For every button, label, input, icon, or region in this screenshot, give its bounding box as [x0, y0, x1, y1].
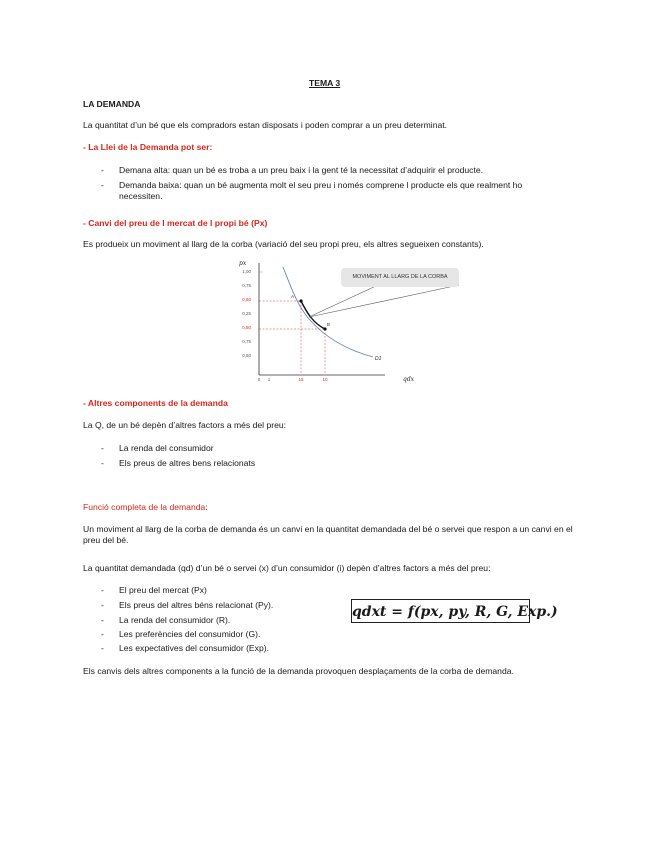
bullet-dash: - — [101, 165, 104, 175]
bullet-dash: - — [101, 643, 104, 653]
point-label-b: B — [327, 322, 331, 327]
law-item: Demana alta: quan un bé es troba a un preu baix i la gent té la necessitat d’adquirir el producte. — [119, 165, 484, 175]
bullet-dash: - — [101, 458, 104, 468]
y-tick-label: 0,75 — [242, 339, 251, 344]
figure-callout: MOVIMENT AL LLARG DE LA CORBA — [341, 268, 459, 287]
intro-text: La quantitat d’un bé que els compradors estan disposats i poden comprar a un preu determinat. — [83, 120, 448, 130]
others-item: La renda del consumidor — [119, 443, 214, 453]
full-function-paragraph-2: La quantitat demandada (qd) d’un bé o servei (x) d’un consumidor (i) depèn d’altres factors a més del preu: — [83, 563, 491, 573]
law-item: Demanda baixa: quan un bé augmenta molt el seu preu i només comprene l producte els que realment ho necessiten. — [119, 180, 523, 201]
full-function-heading: Funció completa de la demanda — [83, 502, 206, 512]
section-heading: LA DEMANDA — [83, 99, 141, 109]
bullet-dash: - — [101, 443, 104, 453]
full-function-heading-line — [83, 502, 208, 513]
price-change-heading: - Canvi del preu de l mercat de l propi bé (Px) — [83, 218, 268, 228]
x-tick-label: 1 — [267, 377, 271, 382]
y-tick-label: 0,50 — [242, 353, 251, 358]
y-tick-label: 0,25 — [242, 311, 251, 316]
factor-item: Les expectatives del consumidor (Exp). — [119, 643, 269, 653]
conclusion-text: Els canvis dels altres components a la funció de la demanda provoquen desplaçaments de la corba de demanda. — [83, 666, 514, 676]
law-heading: - La Llei de la Demanda pot ser: — [83, 142, 213, 152]
point-label-a: A — [291, 294, 295, 299]
factor-item: La renda del consumidor (R). — [119, 615, 231, 625]
others-heading: - Altres components de la demanda — [83, 398, 228, 408]
y-tick-label: 0,50 — [242, 297, 251, 302]
bullet-dash: - — [101, 615, 104, 625]
callout-leader — [309, 285, 459, 317]
factor-item: Els preus del altres béns relacionat (Py). — [119, 600, 274, 610]
factor-item: Les preferències del consumidor (G). — [119, 629, 261, 639]
y-tick-label: 0,75 — [242, 283, 251, 288]
factor-item: El preu del mercat (Px) — [119, 585, 207, 595]
bullet-dash: - — [101, 600, 104, 610]
bullet-dash: - — [101, 585, 104, 595]
x-tick-label: 0 — [257, 377, 261, 382]
y-tick-label: 0,50 — [242, 325, 251, 330]
y-axis-label: px — [239, 260, 247, 267]
point-a — [299, 299, 302, 302]
bullet-dash: - — [101, 629, 104, 639]
bullet-dash: - — [101, 180, 104, 190]
x-tick-label: 15 — [298, 377, 304, 382]
others-item: Els preus de altres bens relacionats — [119, 458, 256, 468]
others-text: La Q, de un bé depèn d’altres factors a més del preu: — [83, 420, 287, 430]
x-axis-label: qdx — [403, 376, 415, 383]
full-function-colon: : — [205, 502, 208, 512]
point-b — [323, 327, 326, 330]
demand-function-formula: qdxt = f(px, py, R, G, Exp.) — [351, 599, 530, 623]
price-change-text: Es produeix un moviment al llarg de la corba (variació del seu propi preu, els altres segueixen constants). — [83, 239, 484, 249]
x-tick-label: 10 — [322, 377, 328, 382]
y-tick-label: 1,00 — [242, 269, 251, 274]
document-title: TEMA 3 — [309, 78, 341, 88]
curve-label: D1 — [375, 356, 382, 362]
full-function-paragraph-1: Un moviment al llarg de la corba de demanda és un canvi en la quantitat demandada del bé o servei que respon a un canvi en el preu del bé. — [83, 524, 573, 545]
